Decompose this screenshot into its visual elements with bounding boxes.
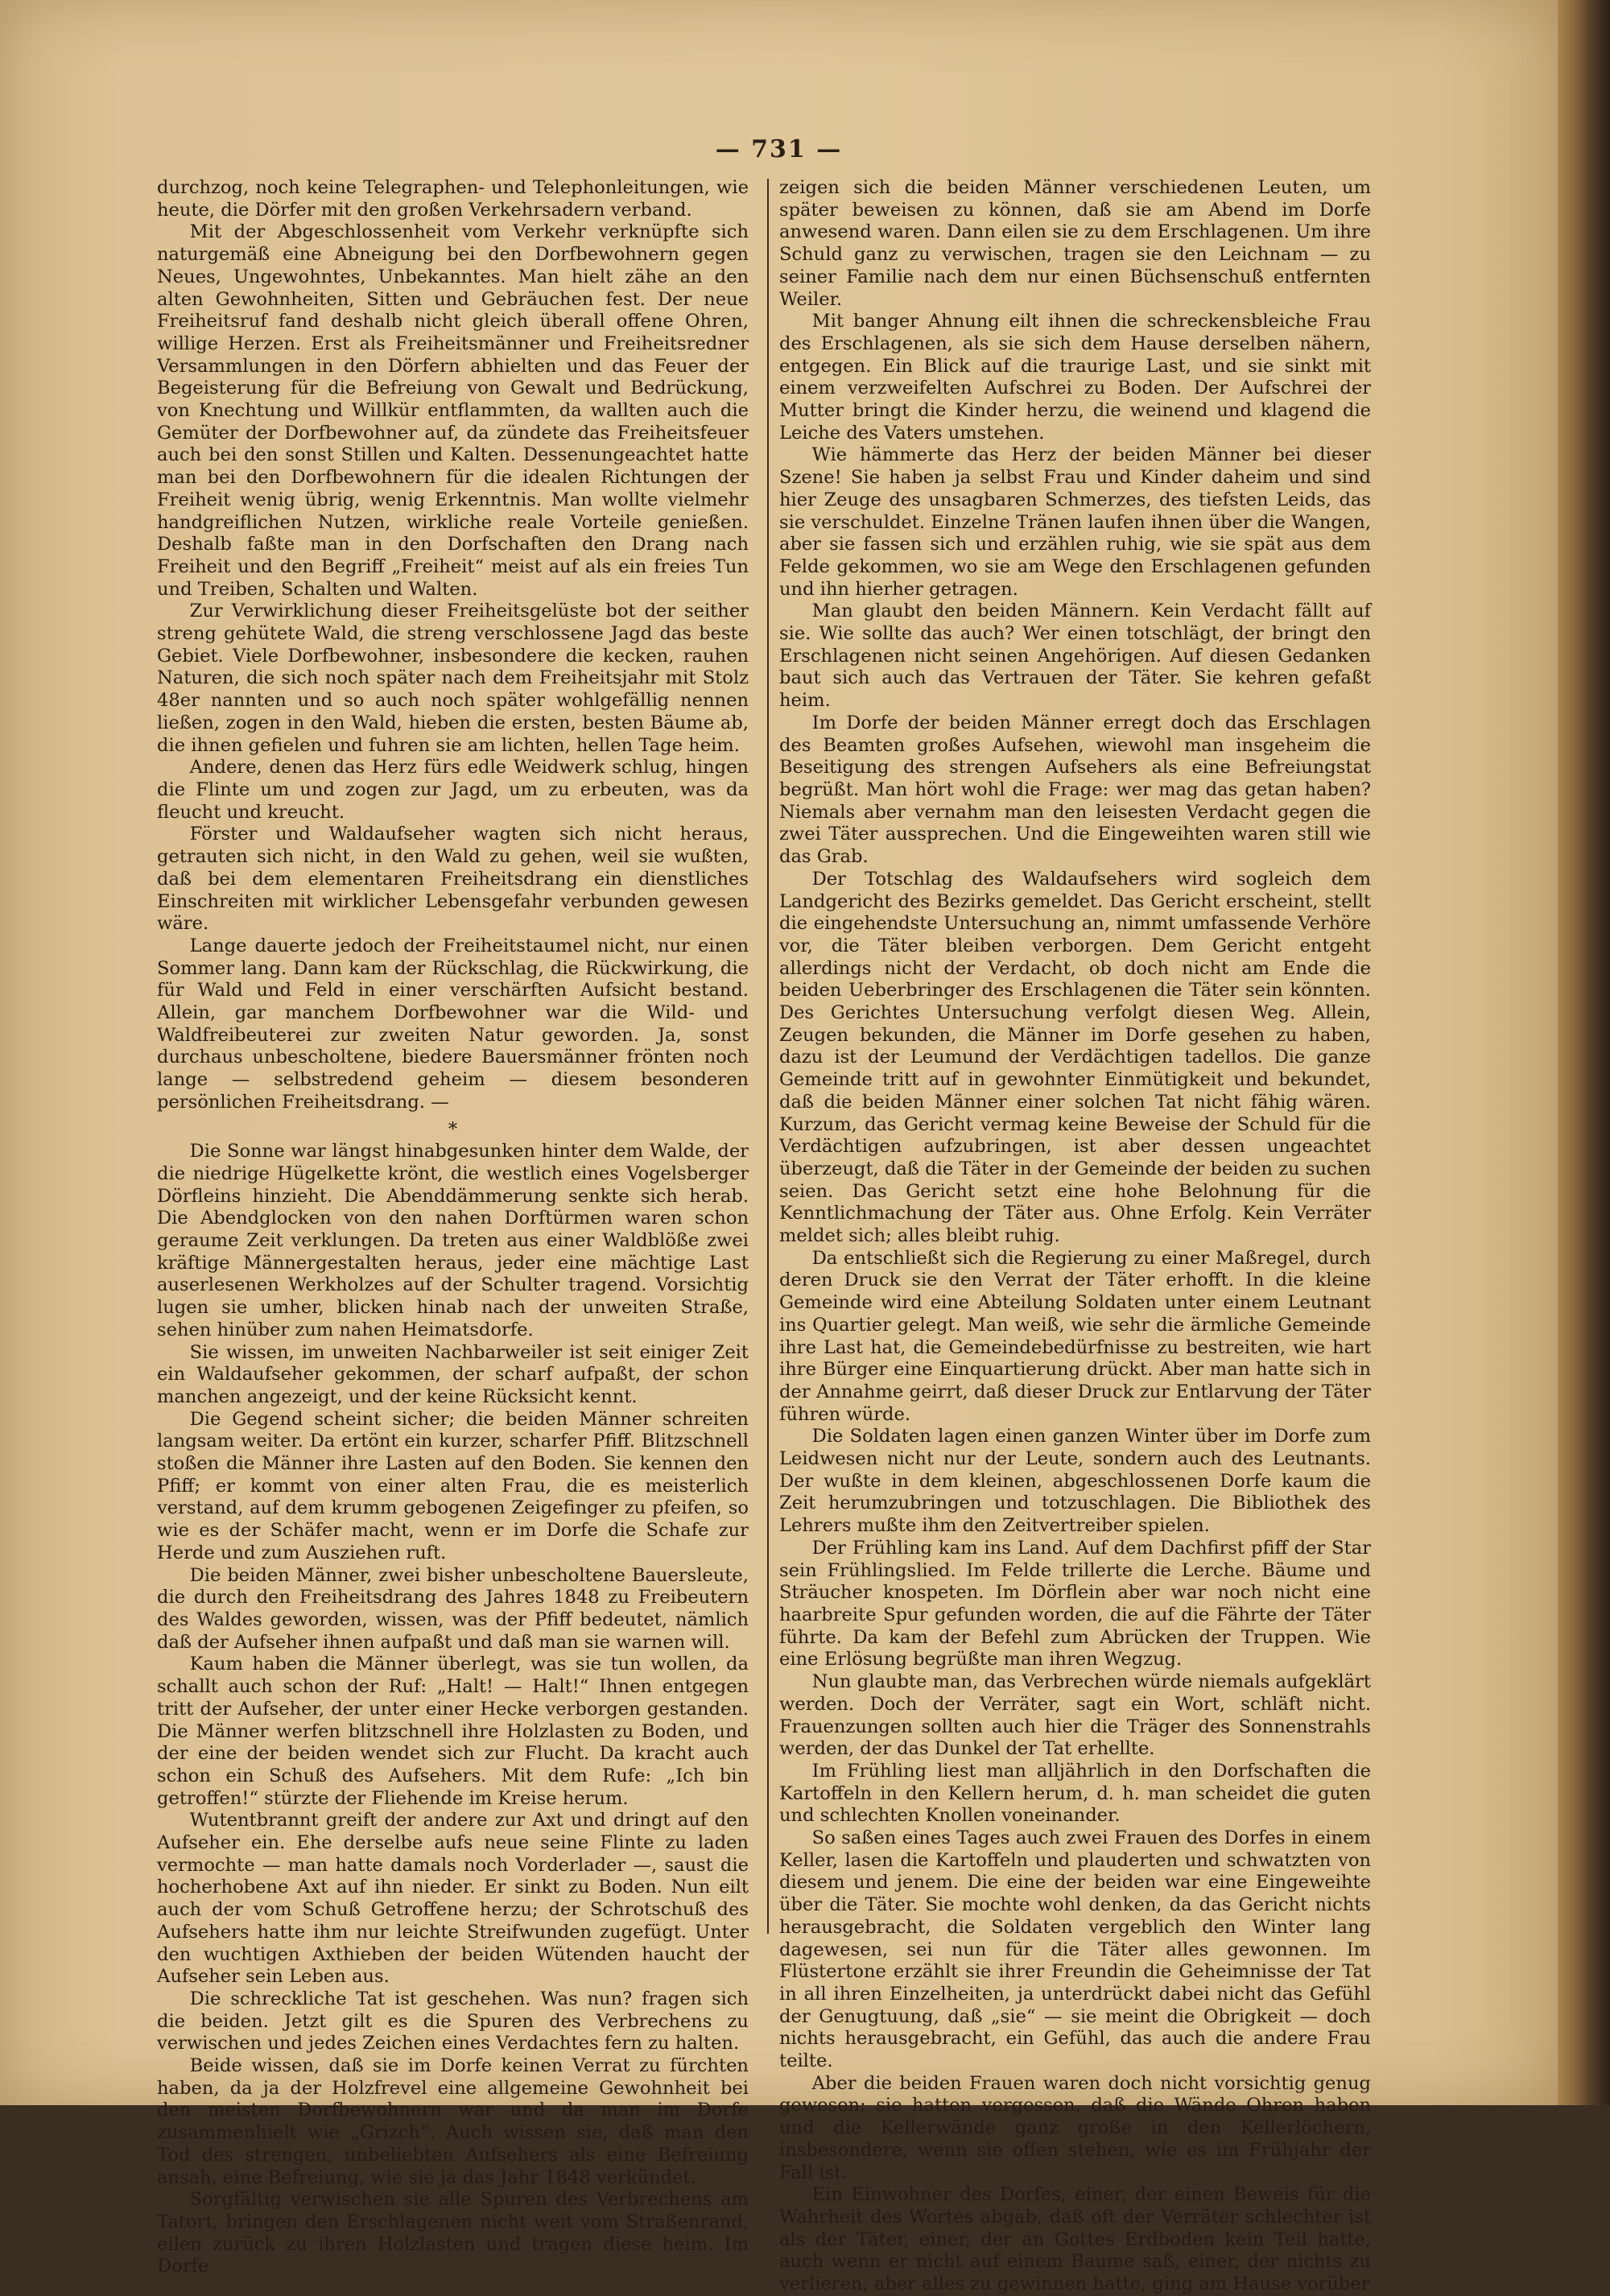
paragraph: Beide wissen, daß sie im Dorfe keinen Verrat zu fürchten haben, da ja der Holzfrevel eine allgemeine Gewohnheit bei den meisten Dorfbewohnern war und da man im Dorfe zusammenhielt wie „Grizch“. Auch wissen sie, daß man den Tod des strengen, unbeliebten Aufsehers als eine Befreiung ansah, eine Befreiung, wie sie ja das Jahr 1848 verkündet. — [157, 2055, 749, 2188]
paragraph: Der Frühling kam ins Land. Auf dem Dachfirst pfiff der Star sein Frühlingslied. Im Felde trillerte die Lerche. Bäume und Sträucher knospeten. Im Dörflein aber war noch nicht eine haarbreite Spur gefunden worden, die auf die Fährte der Täter führte. Da kam der Befehl zum Abrücken der Truppen. Wie eine Erlösung begrüßte man ihren Wegzug. — [779, 1537, 1371, 1670]
paragraph: Ein Einwohner des Dorfes, einer, der einen Beweis für die Wahrheit des Wortes abgab, daß oft der Verräter schlechter ist als der Täter, einer, der an Gottes Erdboden kein Teil hatte, auch wenn er nicht auf einem Baume saß, einer, der nichts zu verlieren, aber alles zu gewinnen hatte, ging am Hause vorüber — [779, 2184, 1371, 2295]
text-column-left — [157, 177, 749, 2277]
paragraph: Da entschließt sich die Regierung zu einer Maßregel, durch deren Druck sie den Verrat der Täter erhofft. In die kleine Gemeinde wird eine Abteilung Soldaten unter einem Leutnant ins Quartier gelegt. Man weiß, wie sehr die ärmliche Gemeinde ihre Last hat, die Gemeindebedürfnisse zu bestreiten, wie hart ihre Bürger eine Einquartierung drückt. Aber man hatte sich in der Annahme geirrt, daß dieser Druck zur Entlarvung der Täter führen würde. — [779, 1247, 1371, 1425]
book-binding-edge — [1558, 0, 1610, 2105]
paragraph: Im Frühling liest man alljährlich in den Dorfschaften die Kartoffeln in den Kellern herum, d. h. man scheidet die guten und schlechten Knollen voneinander. — [779, 1760, 1371, 1827]
paragraph: Andere, denen das Herz fürs edle Weidwerk schlug, hingen die Flinte um und zogen zur Jagd, um zu erbeuten, was da fleucht und kreucht. — [157, 757, 749, 823]
paragraph: Im Dorfe der beiden Männer erregt doch das Erschlagen des Beamten großes Aufsehen, wiewohl man insgeheim die Beseitigung des strengen Aufsehers als eine Befreiungstat begrüßt. Man hört wohl die Frage: wer mag das getan haben? Niemals aber vernahm man den leisesten Verdacht gegen die zwei Täter aussprechen. Und die Eingeweihten waren still wie das Grab. — [779, 712, 1371, 868]
paragraph: Die beiden Männer, zwei bisher unbescholtene Bauersleute, die durch den Freiheitsdrang des Jahres 1848 zu Freibeutern des Waldes geworden, wissen, was der Pfiff bedeutet, nämlich daß der Aufseher ihnen aufpaßt und daß man sie warnen will. — [157, 1564, 749, 1653]
paragraph: Mit banger Ahnung eilt ihnen die schreckensbleiche Frau des Erschlagenen, als sie sich dem Hause derselben nähern, entgegen. Ein Blick auf die traurige Last, und sie sinkt mit einem verzweifelten Aufschrei zu Boden. Der Aufschrei der Mutter bringt die Kinder herzu, die weinend und klagend die Leiche des Vaters umstehen. — [779, 311, 1371, 444]
paragraph: durchzog, noch keine Telegraphen- und Telephonleitungen, wie heute, die Dörfer mit den großen Verkehrsadern verband. — [157, 177, 749, 221]
paragraph: Aber die beiden Frauen waren doch nicht vorsichtig genug gewesen; sie hatten vergessen, daß die Wände Ohren haben und die Kellerwände ganz große in den Kellerlöchern, insbesondere, wenn sie offen stehen, wie es im Frühjahr der Fall ist. — [779, 2072, 1371, 2183]
page-number: — 731 — — [715, 135, 843, 163]
paragraph: Wutentbrannt greift der andere zur Axt und dringt auf den Aufseher ein. Ehe derselbe aufs neue seine Flinte zu laden vermochte — man hatte damals noch Vorderlader —, saust die hocherhobene Axt auf ihn nieder. Er sinkt zu Boden. Nun eilt auch der vom Schuß Getroffene herzu; der Schrotschuß des Aufsehers hatte ihm nur leichte Streifwunden zugefügt. Unter den wuchtigen Axthieben der beiden Wütenden haucht der Aufseher sein Leben aus. — [157, 1810, 749, 1988]
paragraph: Nun glaubte man, das Verbrechen würde niemals aufgeklärt werden. Doch der Verräter, sagt ein Wort, schläft nicht. Frauenzungen sollten auch hier die Träger des Sonnenstrahls werden, der das Dunkel der Tat erhellte. — [779, 1671, 1371, 1760]
column-divider — [767, 179, 769, 1934]
paragraph: Förster und Waldaufseher wagten sich nicht heraus, getrauten sich nicht, in den Wald zu gehen, weil sie wußten, daß bei dem elementaren Freiheitsdrang ein dienstliches Einschreiten mit wirklicher Lebensgefahr verbunden gewesen wäre. — [157, 824, 749, 935]
paragraph: zeigen sich die beiden Männer verschiedenen Leuten, um später beweisen zu können, daß sie am Abend im Dorfe anwesend waren. Dann eilen sie zu dem Erschlagenen. Um ihre Schuld ganz zu verwischen, tragen sie den Leichnam — zu seiner Familie nach dem nur einen Büchsenschuß entfernten Weiler. — [779, 177, 1371, 310]
paragraph: Die Soldaten lagen einen ganzen Winter über im Dorfe zum Leidwesen nicht nur der Leute, sondern auch des Leutnants. Der wußte in dem kleinen, abgeschlossenen Dorfe kaum die Zeit herumzubringen und totzuschlagen. Die Bibliothek des Lehrers mußte ihm den Zeitvertreiber spielen. — [779, 1426, 1371, 1537]
paragraph: Wie hämmerte das Herz der beiden Männer bei dieser Szene! Sie haben ja selbst Frau und Kinder daheim und sind hier Zeuge des unsagbaren Schmerzes, des tiefsten Leids, das sie verschuldet. Einzelne Tränen laufen ihnen über die Wangen, aber sie fassen sich und erzählen ruhig, wie sie spät aus dem Felde gekommen, wo sie am Wege den Erschlagenen gefunden und ihn hierher getragen. — [779, 444, 1371, 600]
paragraph: Die schreckliche Tat ist geschehen. Was nun? fragen sich die beiden. Jetzt gilt es die Spuren des Verbrechens zu verwischen und jedes Zeichen eines Verdachtes fern zu halten. — [157, 1988, 749, 2054]
paragraph: So saßen eines Tages auch zwei Frauen des Dorfes in einem Keller, lasen die Kartoffeln und plauderten und schwatzten von diesem und jenem. Die eine der beiden war eine Eingeweihte über die Täter. Sie mochte wohl denken, da das Gericht nichts herausgebracht, die Soldaten vergeblich den Winter lang dagewesen, sei nun für die Täter alles gewonnen. Im Flüstertone erzählt sie ihrer Freundin die Geheimnisse der Tat in all ihren Einzelheiten, ja unterdrückt dabei nicht das Gefühl der Genugtuung, daß „sie“ — sie meint die Obrigkeit — doch nichts herausgebracht, ein Gefühl, das auch die andere Frau teilte. — [779, 1827, 1371, 2072]
paragraph: Der Totschlag des Waldaufsehers wird sogleich dem Landgericht des Bezirks gemeldet. Das Gericht erscheint, stellt die eingehendste Untersuchung an, nimmt umfassende Verhöre vor, die Täter bleiben verborgen. Dem Gericht entgeht allerdings nicht der Verdacht, ob doch nicht am Ende die beiden Ueberbringer des Erschlagenen die Täter sein könnten. Des Gerichtes Untersuchung verfolgt diesen Weg. Allein, Zeugen bekunden, die Männer im Dorfe gesehen zu haben, dazu ist der Leumund der Verdächtigen tadellos. Die ganze Gemeinde tritt auf in gewohnter Einmütigkeit und bekundet, daß die beiden Männer einer solchen Tat nicht fähig wären. Kurzum, das Gericht vermag keine Beweise der Schuld für die Verdächtigen aufzubringen, ist aber dessen ungeachtet überzeugt, daß die Täter in der Gemeinde der beiden zu suchen seien. Das Gericht setzt eine hohe Belohnung für die Kenntlichmachung der Täter aus. Ohne Erfolg. Kein Verräter meldet sich; alles bleibt ruhig. — [779, 868, 1371, 1247]
paragraph: Die Sonne war längst hinabgesunken hinter dem Walde, der die niedrige Hügelkette krönt, die westlich eines Vogelsberger Dörfleins hinzieht. Die Abenddämmerung senkte sich herab. Die Abendglocken von den nahen Dorftürmen waren schon geraume Zeit verklungen. Da treten aus einer Waldblöße zwei kräftige Männergestalten heraus, jeder eine mächtige Last auserlesenen Werkholzes auf der Schulter tragend. Vorsichtig lugen sie umher, blicken hinab nach der unweiten Straße, sehen hinüber zum nahen Heimatsdorfe. — [157, 1141, 749, 1340]
paragraph: Sorgfältig verwischen sie alle Spuren des Verbrechens am Tatort, bringen den Erschlagenen nicht weit vom Straßenrand, eilen zurück zu ihren Holzlasten und tragen diese heim. Im Dorfe — [157, 2189, 749, 2277]
paragraph: Lange dauerte jedoch der Freiheitstaumel nicht, nur einen Sommer lang. Dann kam der Rückschlag, die Rückwirkung, die für Wald und Feld in einer verschärften Aufsicht bestand. Allein, gar manchem Dorfbewohner war die Wild- und Waldfreibeuterei zur zweiten Natur geworden. Ja, sonst durchaus unbescholtene, biedere Bauersmänner frönten noch lange — selbstredend geheim — diesem besonderen persönlichen Freiheitsdrang. — — [157, 935, 749, 1113]
paragraph: Man glaubt den beiden Männern. Kein Verdacht fällt auf sie. Wie sollte das auch? Wer einen totschlägt, der bringt den Erschlagenen nicht seinen Angehörigen. Auf diesen Gedanken baut sich auch das Vertrauen der Täter. Sie kehren gefaßt heim. — [779, 601, 1371, 712]
text-column-right — [779, 177, 1371, 2295]
paragraph: Mit der Abgeschlossenheit vom Verkehr verknüpfte sich naturgemäß eine Abneigung bei den Dorfbewohnern gegen Neues, Ungewohntes, Unbekanntes. Man hielt zähe an den alten Gewohnheiten, Sitten und Gebräuchen fest. Der neue Freiheitsruf fand deshalb nicht gleich überall offene Ohren, willige Herzen. Erst als Freiheitsmänner und Freiheitsredner Versammlungen in den Dörfern abhielten und das Feuer der Begeisterung für die Befreiung von Gewalt und Bedrückung, von Knechtung und Willkür entflammten, da wallten auch die Gemüter der Dorfbewohner auf, da zündete das Freiheitsfeuer auch bei den sonst Stillen und Kalten. Dessenungeachtet hatte man bei den Dorfbewohnern für die idealen Richtungen der Freiheit wenig übrig, wenig Erkenntnis. Man wollte vielmehr handgreiflichen Nutzen, wirkliche reale Vorteile genießen. Deshalb faßte man in den Dorfschaften den Drang nach Freiheit und den Begriff „Freiheit“ meist auf als ein freies Tun und Treiben, Schalten und Walten. — [157, 221, 749, 600]
paragraph: Zur Verwirklichung dieser Freiheitsgelüste bot der seither streng gehütete Wald, die streng verschlossene Jagd das beste Gebiet. Viele Dorfbewohner, insbesondere die kecken, rauhen Naturen, die sich noch später nach dem Freiheitsjahr mit Stolz 48er nannten und so auch noch später wohlgefällig nennen ließen, zogen in den Wald, hieben die ersten, besten Bäume ab, die ihnen gefielen und fuhren sie am lichten, hellen Tage heim. — [157, 601, 749, 756]
paragraph: Sie wissen, im unweiten Nachbarweiler ist seit einiger Zeit ein Waldaufseher gekommen, der scharf aufpaßt, der schon manchen angezeigt, und der keine Rücksicht kennt. — [157, 1341, 749, 1407]
paragraph: Kaum haben die Männer überlegt, was sie tun wollen, da schallt auch schon der Ruf: „Halt! — Halt!“ Ihnen entgegen tritt der Aufseher, der unter einer Hecke verborgen gestanden. Die Männer werfen blitzschnell ihre Holzlasten zu Boden, und der eine der beiden wendet sich zur Flucht. Da kracht auch schon ein Schuß des Aufsehers. Mit dem Rufe: „Ich bin getroffen!“ stürzte der Fliehende im Kreise herum. — [157, 1654, 749, 1809]
section-separator: * — [448, 1118, 458, 1140]
paragraph: Die Gegend scheint sicher; die beiden Männer schreiten langsam weiter. Da ertönt ein kurzer, scharfer Pfiff. Blitzschnell stoßen die Männer ihre Lasten auf den Boden. Sie kennen den Pfiff; er kommt von einer alten Frau, die es meisterlich verstand, auf dem krumm gebogenen Zeigefinger zu pfeifen, so wie es der Schäfer macht, wenn er im Dorfe die Schafe zur Herde und zum Ausziehen ruft. — [157, 1408, 749, 1563]
